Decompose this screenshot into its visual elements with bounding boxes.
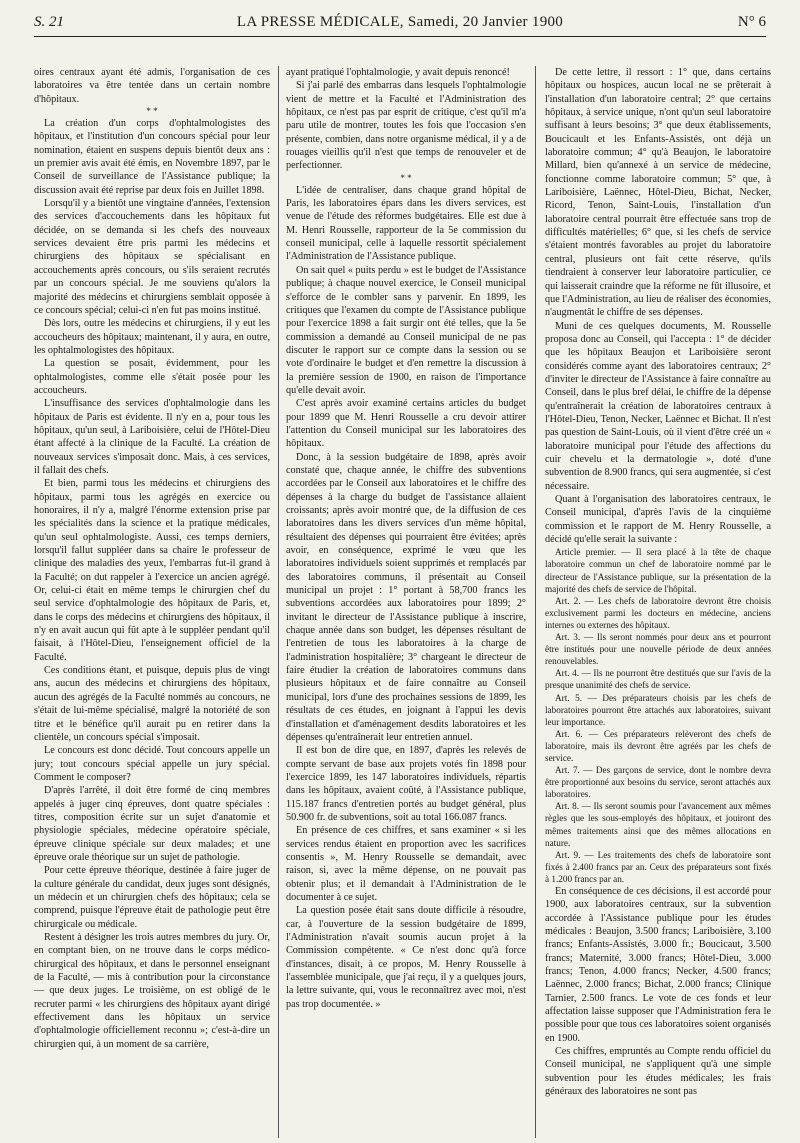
- paragraph: En présence de ces chiffres, et sans examiner « si les services rendus étaient en proportion avec les sacrifices consentis », M. Henry Rousselle se demandait, avec raison, si, avec la même dépense, on ne pouvait pas obtenir plus; et il demandait à l'Administration de le documenter à ce sujet.: [286, 825, 526, 903]
- page-label: S. 21: [34, 14, 64, 30]
- paragraph: La question se posait, évidemment, pour les ophtalmologistes, comme elle s'était posée pour les accoucheurs.: [34, 358, 270, 396]
- paragraph: Restent à désigner les trois autres membres du jury. Or, en comptant bien, on ne trouve dans le corps médico-chirurgical des hôpitaux, et dans le personnel enseignant de la Faculté, — mis à contribution pour la circonstance — que deux juges. Le troisième, on est obligé de le recruter parmi « les chirurgiens des hôpitaux ayant dirigé effectivement dans les hôpitaux un service d'ophtalmologie officiellement reconnu »; c'est-à-dire un chirurgien qui, à un moment de sa carrière,: [34, 932, 270, 1050]
- paragraph: Quant à l'organisation des laboratoires centraux, le Conseil municipal, d'après l'avis de la cinquième commission et le rapport de M. Henry Rousselle, a décidé qu'elle serait la suivante :: [545, 494, 771, 546]
- article-clause: Art. 3. — Ils seront nommés pour deux ans et pourront être institués pour une nouvelle période de deux années renouvelables.: [545, 632, 771, 667]
- column-rule: [278, 66, 279, 1138]
- paragraph: On sait quel « puits perdu » est le budget de l'Assistance publique; à chaque nouvel exercice, le Conseil municipal s'efforce de le combler sans y parvenir. En 1899, les critiques que l'examen du compte de l'Assistance publique pour l'exercice 1898 a fait surgir ont été telles, que la 5e commission a demandé au Conseil municipal de ne pas discuter le rapport sur ce compte dans la session ou se vote d'ordinaire le budget et d'en remettre la discussion à la première session de 1900, en raison de l'importance qu'elle devait avoir.: [286, 264, 526, 396]
- paragraph: Il est bon de dire que, en 1897, d'après les relevés de compte servant de base aux projets votés fin 1898 pour l'exercice 1899, les 147 laboratoires individuels, répartis dans les hôpitaux, avaient coûté, à l'Assistance publique, 115.187 francs d'entretien portés au budget général, plus 50.900 fr. de subventions, soit au total 166.087 francs.: [286, 745, 526, 823]
- article-clause: Art. 4. — Ils ne pourront être destitués que sur l'avis de la presque unanimité des chefs de service.: [545, 668, 771, 691]
- column-2: [286, 66, 526, 1138]
- paragraph: En conséquence de ces décisions, il est accordé pour 1900, aux laboratoires centraux, sur la subvention accordée à l'Assistance publique pour les études médicales : Beaujon, 3.500 francs; Lariboisière, 3.100 francs; Enfants-Assistés, 3.000 fr.; Boucicaut, 3.500 francs; Maternité, 3.000 francs; Hôtel-Dieu, 3.000 francs; Tenon, 4.000 francs; Necker, 4.500 francs; Laënnec, 2.000 francs; Bichat, 2.000 francs; Clinique Tarnier, 2.500 francs. Le vote de ces fonds et leur affectation laisse supposer que l'Administration fera le possible pour que tous ces laboratoires soient organisés en 1900.: [545, 886, 771, 1044]
- paragraph: Ces chiffres, empruntés au Compte rendu officiel du Conseil municipal, ne s'appliquent qu'à une simple subvention pour les études médicales; les frais généraux des laboratoires ne sont pas: [545, 1046, 771, 1098]
- paragraph: Pour cette épreuve théorique, destinée à faire juger de la culture générale du candidat, deux juges sont désignés, un médecin et un chirurgien chefs des hôpitaux; cela se comprend, puisque l'épreuve était de pathologie peut être chirurgicale ou médicale.: [34, 865, 270, 930]
- column-3: [545, 66, 771, 1138]
- paragraph: Muni de ces quelques documents, M. Rousselle proposa donc au Conseil, qui l'accepta : 1° de décider que les hôpitaux Beaujon et Lariboisière seront considérés comme ayant des laboratoires centraux; 2° d'inviter le directeur de l'Assistance à faire connaître au Conseil, dans le plus bref délai, le chiffre de la dépense qu'entraînerait la création de laboratoires centraux à l'Hôtel-Dieu, Tenon, Necker, Laënnec et Bichat. Il n'est pas question de Saint-Louis, où il vient d'être créé un « laboratoire municipal pour l'étude des affections du cuir chevelu et la dermatologie », doté d'une subvention de 8.900 francs, qui sera augmentée, si c'est nécessaire.: [545, 320, 771, 492]
- paragraph: Lorsqu'il y a bientôt une vingtaine d'années, l'extension des services d'accouchements dans les hôpitaux fut décidée, on se demanda si les chefs des nouveaux services devaient être pris parmi les médecins et chirurgiens des hôpitaux se spécialisant en accouchements après concours, ou s'ils seraient recrutés par un concours spécial. Je me souviens qu'alors la majorité des médecins et chirurgiens semblait opposée à ce concours spécial; celui-ci n'en fut pas moins institué.: [34, 198, 270, 316]
- column-1: [34, 66, 270, 1138]
- article-clause: Art. 5. — Des préparateurs choisis par les chefs de laboratoires pourront être attachés aux laboratoires, suivant leur importance.: [545, 692, 771, 727]
- publication-title: LA PRESSE MÉDICALE, Samedi, 20 Janvier 1900: [236, 14, 564, 30]
- column-rule: [535, 66, 536, 1138]
- article-clause: Art. 8. — Ils seront soumis pour l'avancement aux mêmes règles que les sous-employés des hôpitaux, et jouiront des mêmes traitements ainsi que des mêmes allocations en nature.: [545, 801, 771, 848]
- paragraph: C'est après avoir examiné certains articles du budget pour 1899 que M. Henri Rousselle a cru devoir attirer l'attention du Conseil municipal sur les laboratoires des hôpitaux.: [286, 398, 526, 450]
- article-clause: Art. 9. — Les traitements des chefs de laboratoire sont fixés à 2.400 francs par an. Ceux des préparateurs sont fixés à 1.200 francs par an.: [545, 849, 771, 884]
- paragraph: Le concours est donc décidé. Tout concours appelle un jury; tout concours spécial appelle un jury spécial. Comment le composer?: [34, 745, 270, 783]
- article-clause: Article premier. — Il sera placé à la tête de chaque laboratoire commun un chef de laboratoire nommé par le directeur de l'Assistance publique, sur la présentation de la majorité des chefs de service de l'hôpital.: [545, 547, 771, 594]
- paragraph: La création d'un corps d'ophtalmologistes des hôpitaux, et l'institution d'un concours spécial pour leur nomination, étaient en suspens depuis bientôt deux ans : un premier avis avait été émis, en Novembre 1897, par le Conseil de surveillance de l'Assistance publique; la discussion avait été reprise par deux fois en Juillet 1898.: [34, 118, 270, 196]
- paragraph: Si j'ai parlé des embarras dans lesquels l'ophtalmologie vient de mettre et la Faculté et l'Administration des hôpitaux, ce n'est pas par esprit de critique, c'est qu'il m'a paru utile de montrer, toutes les fois que l'occasion s'en présente, combien, dans notre organisme médical, il y a de rouages vieillis qu'il n'est que temps de renouveler et de perfectionner.: [286, 80, 526, 172]
- page-header: [34, 6, 766, 37]
- paragraph: La question posée était sans doute difficile à résoudre, car, à l'ouverture de la session budgétaire de 1899, l'Administration n'avait soumis aucun projet à la Commission compétente. « Ce n'est donc qu'à force d'instances, disait, à ce propos, M. Henry Rousselle à l'assemblée municipale, que j'ai reçu, il y a quelques jours, la lettre suivante, qui, vous le reconnaîtrez avec moi, n'est pas trop documentée. »: [286, 905, 526, 1010]
- paragraph: Et bien, parmi tous les médecins et chirurgiens des hôpitaux, parmi tous les agrégés en exercice ou honoraires, il n'y a, malgré l'énorme extension prise par les spécialités dans la science et la pratique médicales, qu'un seul ophtalmologiste. Aussi, ces temps derniers, lorsqu'il fallut suppléer dans sa chaire le professeur de clinique des maladies des yeux, l'embarras fut-il grand à la Faculté; on dut rappeler à l'exercice un ancien agrégé. Or, celui-ci était en même temps le chirurgien chef du seul service d'ophtalmologie des hôpitaux de Paris, et, dans le corps des médecins et chirurgiens des hôpitaux, il n'y en avait aucun qui fût apte à le suppléer pendant qu'il faisait, à l'Hôtel-Dieu, l'enseignement officiel de la Faculté.: [34, 478, 270, 663]
- article-clause: Art. 2. — Les chefs de laboratoire devront être choisis exclusivement parmi les docteurs en médecine, anciens internes ou externes des hôpitaux.: [545, 595, 771, 630]
- issue-number: N° 6: [737, 14, 766, 30]
- section-separator: * *: [400, 172, 412, 183]
- paragraph: oires centraux ayant été admis, l'organisation de ces laboratoires va être tentée dans un certain nombre d'hôpitaux.: [34, 67, 270, 105]
- paragraph: Ces conditions étant, et puisque, depuis plus de vingt ans, aucun des médecins et chirurgiens des hôpitaux, aucun des agrégés de la Faculté nommés au concours, ne s'était de lui-même spécialisé, malgré la notoriété de son titre et le bénéfice qu'il aurait pu en retirer dans la clientèle, un concours spécial s'imposait.: [34, 665, 270, 743]
- paragraph: Donc, à la session budgétaire de 1898, après avoir constaté que, chaque année, le chiffre des subventions accordées par le Conseil aux laboratoires et le chiffre des dépenses à la charge du budget de l'assistance allaient croissants; après avoir montré que, de la diffusion de ces laboratoires dans les divers services d'un même hôpital, résultaient des dépenses qui pourraient être évitées; après avoir, en conséquence, exprimé le vœu que les laboratoires individuels soient supprimés et remplacés par des laboratoires communs, il présentait au Conseil municipal un projet : 1° portant à 58,700 francs les subventions accordées aux laboratoires pour 1899; 2° invitant le directeur de l'Assistance publique à inscrire, chaque année dans son budget, les dépenses résultant de l'entretien de tous les laboratoires à la charge de l'administration hospitalière; 3° chargeant le directeur de faire étudier la création de laboratoires communs dans plusieurs hôpitaux et de faire connaître au Conseil municipal, lors d'une des prochaines sessions de 1899, les résultats de ces études, en joignant à l'appui les devis d'installation et d'aménagement desdits laboratoires et les dépenses qu'entraînerait leur entretien annuel.: [286, 451, 526, 743]
- paragraph: ayant pratiqué l'ophtalmologie, y avait depuis renoncé!: [286, 67, 510, 78]
- paragraph: L'insuffisance des services d'ophtalmologie dans les hôpitaux de Paris est évidente. Il n'y en a, pour tous les hôpitaux, qu'un seul, à Lariboisière, celui de l'Hôtel-Dieu étant affecté à la clinique de la Faculté. La création de nouveaux services s'imposait donc. Mais, à ces services, il fallait des chefs.: [34, 398, 270, 476]
- article-clause: Art. 6. — Ces préparateurs relèveront des chefs de laboratoire, mais ils devront être agréés par les chefs de service.: [545, 728, 771, 763]
- paragraph: De cette lettre, il ressort : 1° que, dans certains hôpitaux ou hospices, aucun local ne se prêterait à l'installation d'un laboratoire central; 2° que certains hôpitaux, à service unique, n'ont qu'un seul laboratoire suffisant à leurs besoins; 3° que deux établissements, Boucicault et les Enfants-Assistés, ont déjà un laboratoire commun; 4° qu'à Beaujon, le laboratoire Millard, bien qu'annexé à un service de médecine, fonctionne comme laboratoire commun; 5° que, à Lariboisière, Laënnec, Hôtel-Dieu, Bichat, Necker, Ricord, Tenon, Saint-Louis, l'installation d'un laboratoire central pourrait être effectuée sans trop de difficultés matérielles; 6° que, si les chefs de service s'étaient montrés favorables au projet du laboratoire central, plusieurs ont fait cette réserve, qu'ils tiendraient à conserver leur laboratoire particulier, ce qui laisserait craindre que la réforme ne fût illusoire, et que l'Administration, au lieu de réaliser des économies, n'augmentât le chiffre de ses dépenses.: [545, 67, 771, 319]
- paragraph: L'idée de centraliser, dans chaque grand hôpital de Paris, les laboratoires épars dans les divers services, est venue de l'étude des réformes budgétaires. Elle est due à M. Henri Rousselle, rapporteur de la 5e commission du conseil municipal, celle à laquelle ressortit spécialement l'Administration de l'Assistance publique.: [286, 184, 526, 263]
- paragraph: D'après l'arrêté, il doit être formé de cinq membres appelés à juger cinq épreuves, dont quatre spéciales : titres, composition écrite sur un sujet d'anatomie et physiologie spéciales, médecine opératoire spéciale, épreuve clinique spéciale sur deux malades; et une épreuve orale théorique sur un sujet de pathologie.: [34, 785, 270, 863]
- section-separator: * *: [146, 106, 158, 117]
- article-clause: Art. 7. — Des garçons de service, dont le nombre devra être proportionné aux besoins du service, seront attachés aux laboratoires.: [545, 765, 771, 800]
- paragraph: Dès lors, outre les médecins et chirurgiens, il y eut les accoucheurs des hôpitaux; maintenant, il y aura, en outre, les ophtalmologistes des hôpitaux.: [34, 318, 270, 356]
